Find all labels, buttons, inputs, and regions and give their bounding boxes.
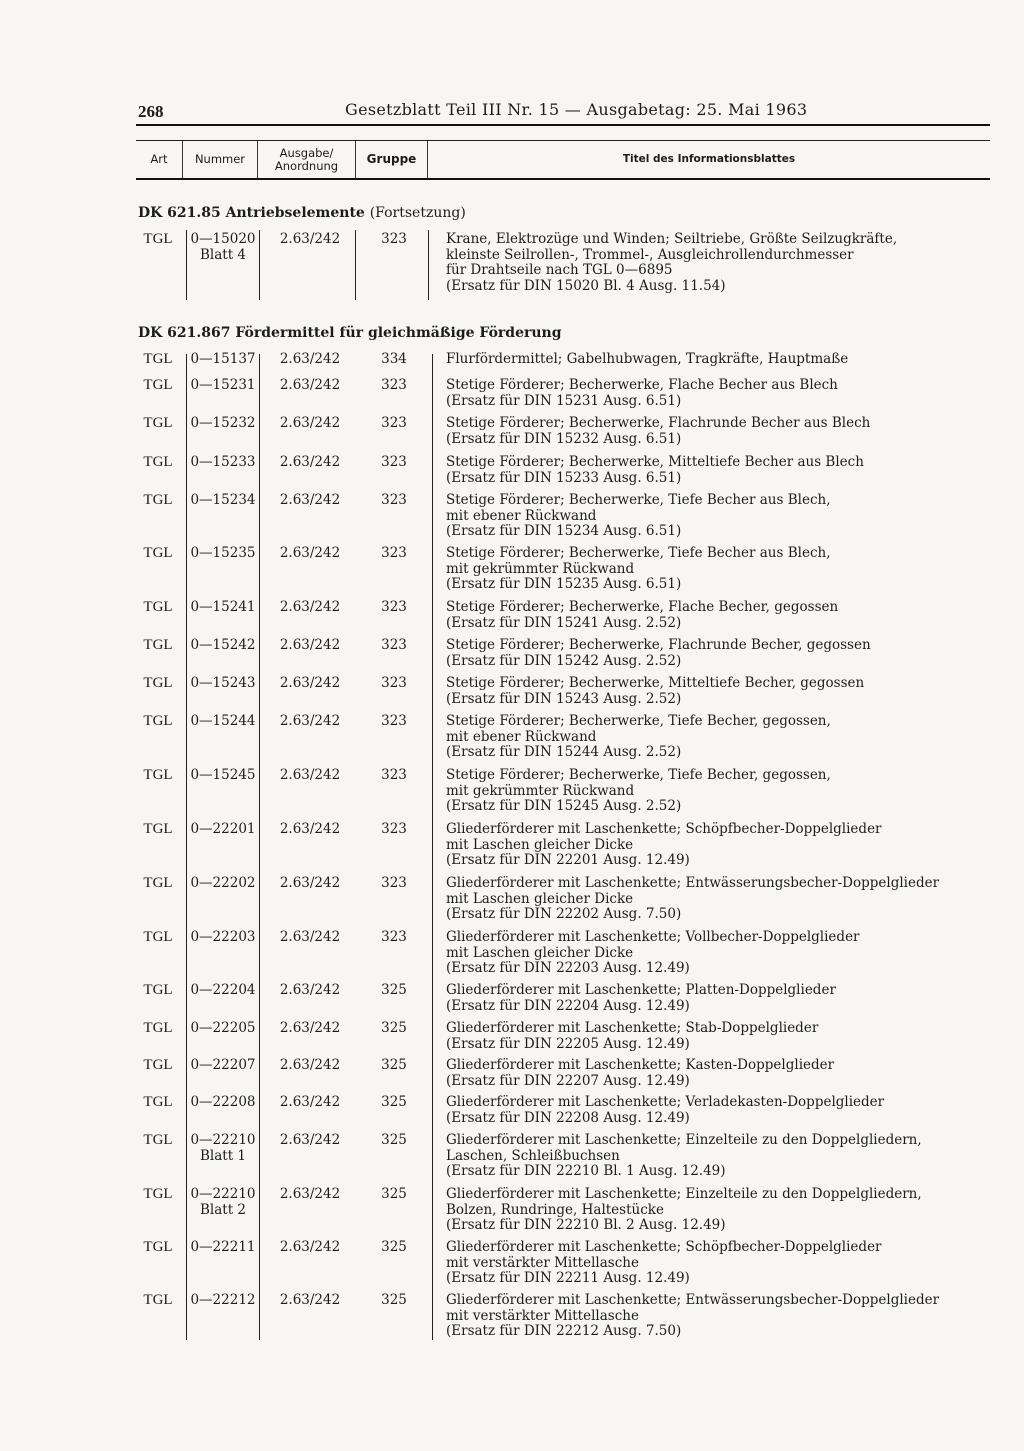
cell-art: TGL: [143, 545, 173, 561]
cell-ausgabe: 2.63/242: [279, 929, 341, 945]
cell-gruppe: 323: [381, 767, 407, 783]
cell-titel: [446, 1058, 994, 1089]
titel-line: Gliederförderer mit Laschenkette; Schöpfbecher-Doppelglieder: [446, 821, 882, 837]
cell-gruppe: 323: [381, 454, 407, 470]
cell-nummer: [186, 232, 260, 263]
titel-line: (Ersatz für DIN 15245 Ausg. 2.52): [446, 798, 682, 814]
cell-nummer-value: 0—15244: [190, 713, 256, 729]
titel-line: (Ersatz für DIN 22211 Ausg. 12.49): [446, 1270, 690, 1286]
cell-nummer-value: 0—22204: [190, 982, 256, 998]
cell-art: TGL: [143, 1057, 173, 1073]
cell-titel: [446, 1240, 994, 1287]
cell-ausgabe: 2.63/242: [279, 821, 341, 837]
cell-nummer-value: 0—22203: [190, 929, 256, 945]
titel-line: Gliederförderer mit Laschenkette; Entwässerungsbecher-Doppelglieder: [446, 875, 940, 891]
titel-line: Stetige Förderer; Becherwerke, Tiefe Becher, gegossen,: [446, 767, 831, 783]
titel-line: Stetige Förderer; Becherwerke, Flachrunde Becher, gegossen: [446, 637, 871, 653]
section1-title-text: DK 621.85 Antriebselemente: [138, 205, 365, 221]
cell-nummer: [186, 1133, 260, 1164]
cell-nummer: [186, 768, 260, 784]
cell-titel: [446, 378, 994, 409]
cell-ausgabe: 2.63/242: [279, 1292, 341, 1308]
section1-column-rule: [186, 230, 187, 300]
cell-titel: [446, 455, 994, 486]
cell-gruppe: 325: [381, 1186, 407, 1202]
cell-art: TGL: [143, 675, 173, 691]
titel-line: (Ersatz für DIN 15234 Ausg. 6.51): [446, 523, 682, 539]
cell-nummer: [186, 638, 260, 654]
titel-line: Stetige Förderer; Becherwerke, Tiefe Becher aus Blech,: [446, 492, 831, 508]
section1-column-rule: [355, 230, 356, 300]
titel-line: (Ersatz für DIN 15242 Ausg. 2.52): [446, 652, 682, 669]
titel-line: Gliederförderer mit Laschenkette; Einzelteile zu den Doppelgliedern,: [446, 1132, 922, 1148]
cell-titel: [446, 1187, 994, 1234]
cell-nummer-value: 0—22211: [190, 1239, 256, 1255]
titel-line: mit ebener Rückwand: [446, 507, 597, 524]
cell-nummer: [186, 493, 260, 509]
column-header-ausgabe-line2: Anordnung: [274, 158, 339, 173]
cell-titel: [446, 232, 994, 294]
cell-nummer-value: 0—22210: [190, 1132, 256, 1148]
titel-line: Gliederförderer mit Laschenkette; Stab-Doppelglieder: [446, 1020, 819, 1036]
titel-line: mit verstärkter Mittellasche: [446, 1307, 639, 1324]
titel-line: mit Laschen gleicher Dicke: [446, 944, 634, 961]
titel-line: Gliederförderer mit Laschenkette; Vollbecher-Doppelglieder: [446, 929, 860, 945]
cell-ausgabe: 2.63/242: [279, 767, 341, 783]
cell-ausgabe: 2.63/242: [279, 454, 341, 470]
cell-nummer-value: 0—15231: [190, 377, 256, 393]
cell-gruppe: 323: [381, 377, 407, 393]
titel-line: Gliederförderer mit Laschenkette; Schöpfbecher-Doppelglieder: [446, 1239, 882, 1255]
cell-art: TGL: [143, 454, 173, 470]
titel-line: Stetige Förderer; Becherwerke, Flache Becher aus Blech: [446, 377, 838, 393]
cell-nummer: [186, 352, 260, 368]
cell-gruppe: 323: [381, 231, 407, 247]
section1-title: [138, 205, 466, 221]
titel-line: (Ersatz für DIN 22203 Ausg. 12.49): [446, 960, 690, 976]
cell-ausgabe: 2.63/242: [279, 982, 341, 998]
cell-nummer: [186, 676, 260, 692]
cell-blatt: Blatt 1: [199, 1147, 247, 1164]
titel-line: Laschen, Schleißbuchsen: [446, 1147, 620, 1164]
cell-nummer-value: 0—15232: [190, 415, 256, 431]
cell-art: TGL: [143, 1186, 173, 1202]
page-number: 268: [138, 102, 164, 121]
cell-nummer: [186, 546, 260, 562]
cell-ausgabe: 2.63/242: [279, 1094, 341, 1110]
cell-nummer: [186, 876, 260, 892]
cell-ausgabe: 2.63/242: [279, 713, 341, 729]
cell-ausgabe: 2.63/242: [279, 492, 341, 508]
cell-nummer: [186, 378, 260, 394]
cell-art: TGL: [143, 982, 173, 998]
titel-line: (Ersatz für DIN 22208 Ausg. 12.49): [446, 1109, 690, 1126]
cell-titel: [446, 1293, 994, 1340]
cell-gruppe: 323: [381, 415, 407, 431]
cell-titel: [446, 1133, 994, 1180]
cell-art: TGL: [143, 1132, 173, 1148]
column-header-titel: Titel des Informationsblattes: [622, 153, 796, 165]
titel-line: Stetige Förderer; Becherwerke, Flache Becher, gegossen: [446, 599, 839, 615]
cell-ausgabe: 2.63/242: [279, 231, 341, 247]
cell-titel: [446, 638, 994, 669]
cell-ausgabe: 2.63/242: [279, 1057, 341, 1073]
titel-line: Stetige Förderer; Becherwerke, Mitteltiefe Becher aus Blech: [446, 454, 864, 470]
cell-gruppe: 323: [381, 929, 407, 945]
cell-titel: [446, 493, 994, 540]
cell-nummer-value: 0—15242: [190, 637, 256, 653]
titel-line: (Ersatz für DIN 15020 Bl. 4 Ausg. 11.54): [446, 277, 726, 294]
cell-art: TGL: [143, 637, 173, 653]
cell-art: TGL: [143, 767, 173, 783]
cell-blatt: Blatt 2: [199, 1201, 247, 1218]
cell-gruppe: 325: [381, 1057, 407, 1073]
cell-nummer-value: 0—15137: [190, 351, 256, 367]
cell-ausgabe: 2.63/242: [279, 1132, 341, 1148]
cell-ausgabe: 2.63/242: [279, 1020, 341, 1036]
cell-art: TGL: [143, 875, 173, 891]
cell-nummer-value: 0—15245: [190, 767, 256, 783]
titel-line: mit gekrümmter Rückwand: [446, 560, 635, 577]
titel-line: Gliederförderer mit Laschenkette; Platten-Doppelglieder: [446, 982, 836, 998]
header-bottom-rule: [136, 178, 990, 180]
cell-gruppe: 323: [381, 675, 407, 691]
cell-titel: [446, 714, 994, 761]
titel-line: Stetige Förderer; Becherwerke, Tiefe Becher aus Blech,: [446, 545, 831, 561]
cell-nummer-value: 0—22207: [190, 1057, 256, 1073]
column-header-nummer: Nummer: [183, 141, 258, 178]
cell-nummer-value: 0—15241: [190, 599, 256, 615]
titel-line: Gliederförderer mit Laschenkette; Kasten-Doppelglieder: [446, 1057, 835, 1073]
titel-line: (Ersatz für DIN 22207 Ausg. 12.49): [446, 1072, 690, 1089]
cell-titel: [446, 822, 994, 869]
cell-ausgabe: 2.63/242: [279, 675, 341, 691]
cell-gruppe: 323: [381, 821, 407, 837]
cell-titel: [446, 768, 994, 815]
cell-gruppe: 323: [381, 713, 407, 729]
cell-gruppe: 323: [381, 545, 407, 561]
cell-art: TGL: [143, 599, 173, 615]
cell-nummer: [186, 1021, 260, 1037]
section2-column-rule: [432, 354, 433, 1340]
cell-nummer: [186, 1240, 260, 1256]
section2-title: DK 621.867 Fördermittel für gleichmäßige Förderung: [138, 325, 562, 341]
cell-titel: [446, 930, 994, 977]
cell-ausgabe: 2.63/242: [279, 637, 341, 653]
cell-nummer: [186, 1095, 260, 1111]
cell-art: TGL: [143, 415, 173, 431]
titel-line: mit gekrümmter Rückwand: [446, 782, 635, 799]
cell-art: TGL: [143, 1094, 173, 1110]
titel-line: für Drahtseile nach TGL 0—6895: [446, 262, 673, 278]
cell-titel: [446, 546, 994, 593]
cell-titel: [446, 676, 994, 707]
cell-nummer-value: 0—22210: [190, 1186, 256, 1202]
column-header-gruppe: Gruppe: [356, 141, 428, 178]
cell-gruppe: 325: [381, 1094, 407, 1110]
cell-ausgabe: 2.63/242: [279, 377, 341, 393]
cell-art: TGL: [143, 231, 173, 247]
cell-nummer: [186, 714, 260, 730]
titel-line: (Ersatz für DIN 22212 Ausg. 7.50): [446, 1323, 682, 1339]
titel-line: Stetige Förderer; Becherwerke, Mitteltiefe Becher, gegossen: [446, 675, 865, 691]
cell-titel: [446, 983, 994, 1014]
cell-titel: [446, 876, 994, 923]
section1-column-rule: [428, 230, 429, 300]
cell-nummer-value: 0—15243: [190, 675, 256, 691]
cell-nummer-value: 0—15020: [190, 231, 256, 247]
section2-column-rule: [259, 354, 260, 1340]
cell-titel: [446, 1095, 994, 1126]
cell-art: TGL: [143, 351, 173, 367]
titel-line: Krane, Elektrozüge und Winden; Seiltriebe, Größte Seilzugkräfte,: [446, 231, 898, 247]
cell-nummer: [186, 983, 260, 999]
cell-gruppe: 325: [381, 1239, 407, 1255]
titel-line: (Ersatz für DIN 22210 Bl. 1 Ausg. 12.49): [446, 1163, 726, 1179]
cell-gruppe: 325: [381, 1020, 407, 1036]
cell-nummer-value: 0—22201: [190, 821, 256, 837]
titel-line: Gliederförderer mit Laschenkette; Einzelteile zu den Doppelgliedern,: [446, 1186, 922, 1202]
cell-nummer-value: 0—15233: [190, 454, 256, 470]
cell-gruppe: 323: [381, 637, 407, 653]
cell-ausgabe: 2.63/242: [279, 875, 341, 891]
cell-ausgabe: 2.63/242: [279, 599, 341, 615]
titel-line: Stetige Förderer; Becherwerke, Tiefe Becher, gegossen,: [446, 713, 831, 729]
cell-nummer-value: 0—15235: [190, 545, 256, 561]
cell-art: TGL: [143, 492, 173, 508]
cell-nummer: [186, 1293, 260, 1309]
cell-gruppe: 323: [381, 492, 407, 508]
cell-nummer: [186, 455, 260, 471]
cell-nummer: [186, 930, 260, 946]
cell-gruppe: 325: [381, 982, 407, 998]
section1-continuation: (Fortsetzung): [369, 205, 466, 221]
titel-line: (Ersatz für DIN 15231 Ausg. 6.51): [446, 392, 682, 409]
cell-nummer-value: 0—15234: [190, 492, 256, 508]
cell-gruppe: 334: [381, 351, 407, 367]
titel-line: (Ersatz für DIN 15232 Ausg. 6.51): [446, 430, 682, 447]
titel-line: (Ersatz für DIN 22202 Ausg. 7.50): [446, 906, 682, 922]
titel-line: (Ersatz für DIN 22205 Ausg. 12.49): [446, 1035, 690, 1052]
cell-art: TGL: [143, 1020, 173, 1036]
cell-ausgabe: 2.63/242: [279, 1186, 341, 1202]
cell-gruppe: 323: [381, 875, 407, 891]
titel-line: Flurfördermittel; Gabelhubwagen, Tragkräfte, Hauptmaße: [446, 351, 849, 367]
cell-nummer-value: 0—22212: [190, 1292, 256, 1308]
titel-line: mit ebener Rückwand: [446, 728, 597, 745]
section2-column-rule: [186, 354, 187, 1340]
cell-titel: [446, 416, 994, 447]
cell-nummer-value: 0—22202: [190, 875, 256, 891]
titel-line: mit Laschen gleicher Dicke: [446, 890, 634, 907]
titel-line: (Ersatz für DIN 22201 Ausg. 12.49): [446, 852, 690, 868]
cell-nummer-value: 0—22208: [190, 1094, 256, 1110]
cell-ausgabe: 2.63/242: [279, 545, 341, 561]
cell-ausgabe: 2.63/242: [279, 1239, 341, 1255]
cell-ausgabe: 2.63/242: [279, 351, 341, 367]
cell-titel: [446, 1021, 994, 1052]
titel-line: mit Laschen gleicher Dicke: [446, 836, 634, 853]
cell-nummer: [186, 416, 260, 432]
titel-line: (Ersatz für DIN 22204 Ausg. 12.49): [446, 997, 690, 1014]
titel-line: Gliederförderer mit Laschenkette; Entwässerungsbecher-Doppelglieder: [446, 1292, 940, 1308]
cell-nummer-value: 0—22205: [190, 1020, 256, 1036]
cell-gruppe: 325: [381, 1292, 407, 1308]
cell-art: TGL: [143, 1292, 173, 1308]
cell-gruppe: 323: [381, 599, 407, 615]
cell-ausgabe: 2.63/242: [279, 415, 341, 431]
column-header-ausgabe: [258, 141, 356, 178]
titel-line: mit verstärkter Mittellasche: [446, 1254, 639, 1271]
section1-column-rule: [259, 230, 260, 300]
cell-gruppe: 325: [381, 1132, 407, 1148]
cell-titel: [446, 352, 994, 368]
top-rule: [136, 124, 990, 126]
titel-line: (Ersatz für DIN 15243 Ausg. 2.52): [446, 690, 682, 707]
cell-art: TGL: [143, 821, 173, 837]
cell-art: TGL: [143, 1239, 173, 1255]
titel-line: (Ersatz für DIN 15241 Ausg. 2.52): [446, 614, 682, 631]
cell-art: TGL: [143, 377, 173, 393]
column-header-ausgabe-line1: Ausgabe/: [279, 145, 334, 160]
titel-line: (Ersatz für DIN 15233 Ausg. 6.51): [446, 469, 682, 486]
cell-nummer: [186, 600, 260, 616]
cell-blatt: Blatt 4: [199, 246, 247, 263]
titel-line: Gliederförderer mit Laschenkette; Verladekasten-Doppelglieder: [446, 1094, 885, 1110]
cell-art: TGL: [143, 713, 173, 729]
titel-line: Bolzen, Rundringe, Haltestücke: [446, 1201, 664, 1218]
titel-line: (Ersatz für DIN 15244 Ausg. 2.52): [446, 744, 682, 760]
titel-line: kleinste Seilrollen-, Trommel-, Ausgleichrollendurchmesser: [446, 246, 854, 263]
running-head: Gesetzblatt Teil III Nr. 15 — Ausgabetag: 25. Mai 1963: [345, 100, 808, 119]
cell-nummer: [186, 1187, 260, 1218]
column-header-art: Art: [136, 141, 183, 178]
titel-line: (Ersatz für DIN 22210 Bl. 2 Ausg. 12.49): [446, 1217, 726, 1233]
cell-art: TGL: [143, 929, 173, 945]
titel-line: (Ersatz für DIN 15235 Ausg. 6.51): [446, 576, 682, 592]
titel-line: Stetige Förderer; Becherwerke, Flachrunde Becher aus Blech: [446, 415, 871, 431]
cell-nummer: [186, 822, 260, 838]
cell-nummer: [186, 1058, 260, 1074]
cell-titel: [446, 600, 994, 631]
